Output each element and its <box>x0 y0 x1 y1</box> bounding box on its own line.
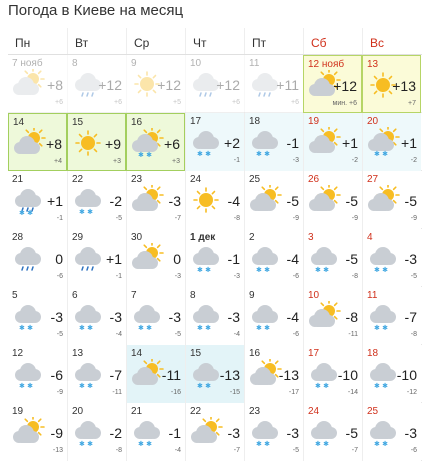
day-low-temp: -15 <box>229 389 240 396</box>
day-high-temp: -4 <box>227 193 240 209</box>
day-high-temp: -5 <box>345 425 358 441</box>
snow-cloud-icon <box>71 359 105 389</box>
day-date: 17 <box>308 348 320 359</box>
svg-text:✱ ✱: ✱ ✱ <box>315 440 329 447</box>
day-cell[interactable] <box>185 113 244 171</box>
day-cell[interactable] <box>244 171 303 229</box>
svg-text:✱ ✱: ✱ ✱ <box>197 324 211 331</box>
day-low-temp: -8 <box>351 273 358 280</box>
day-date: 17 <box>190 116 202 127</box>
svg-text:✱ ✱: ✱ ✱ <box>79 440 93 447</box>
day-date: 15 <box>190 348 202 359</box>
day-date: 6 <box>72 290 78 301</box>
day-cell[interactable] <box>244 113 303 171</box>
day-low-temp: +3 <box>113 158 121 165</box>
day-cell[interactable] <box>185 345 244 403</box>
svg-text:✱ ✱: ✱ ✱ <box>79 324 93 331</box>
day-cell[interactable] <box>126 55 185 113</box>
day-high-temp: -8 <box>345 309 358 325</box>
day-low-temp: -5 <box>174 331 181 338</box>
day-high-temp: -3 <box>109 309 122 325</box>
svg-text:✱ ✱: ✱ ✱ <box>374 440 388 447</box>
day-date: 12 <box>12 348 24 359</box>
calendar-week-row <box>8 113 422 171</box>
day-cell[interactable] <box>67 55 126 113</box>
day-cell[interactable] <box>362 171 421 229</box>
day-date: 13 <box>367 59 379 70</box>
day-date: 29 <box>72 232 84 243</box>
partly-cloudy-icon <box>366 185 400 215</box>
day-date: 10 <box>190 58 202 69</box>
day-high-temp: 0 <box>55 251 63 267</box>
day-high-temp: +1 <box>106 251 122 267</box>
day-cell[interactable] <box>303 113 362 171</box>
day-date: 8 <box>190 290 196 301</box>
day-high-temp: -11 <box>161 367 181 383</box>
day-date: 5 <box>12 290 18 301</box>
day-high-temp: -2 <box>109 425 122 441</box>
day-cell[interactable] <box>8 229 67 287</box>
day-cell[interactable] <box>8 345 67 403</box>
day-date: 18 <box>367 348 379 359</box>
day-high-temp: -3 <box>227 309 240 325</box>
day-cell[interactable] <box>67 345 126 403</box>
day-cell[interactable] <box>126 403 185 461</box>
day-low-temp: -16 <box>170 389 181 396</box>
day-high-temp: +12 <box>98 77 122 93</box>
day-high-temp: -3 <box>227 425 240 441</box>
snow-cloud-icon <box>248 127 282 157</box>
day-high-temp: -10 <box>396 367 417 383</box>
day-date: 26 <box>308 174 320 185</box>
day-high-temp: -6 <box>50 367 63 383</box>
day-low-temp: мин. +6 <box>332 100 357 107</box>
partly-cloudy-icon <box>307 185 341 215</box>
day-low-temp: -7 <box>233 447 240 454</box>
day-low-temp: -7 <box>351 447 358 454</box>
day-cell[interactable] <box>8 403 67 461</box>
day-high-temp: -7 <box>109 367 122 383</box>
day-high-temp: -3 <box>286 425 299 441</box>
partly-cloudy-icon <box>189 417 223 447</box>
day-date: 15 <box>72 117 84 128</box>
partly-cloudy-icon <box>248 185 282 215</box>
day-date: 18 <box>249 116 261 127</box>
day-high-temp: -1 <box>286 135 299 151</box>
partly-cloudy-icon <box>130 243 164 273</box>
snow-cloud-icon <box>71 417 105 447</box>
day-low-temp: -17 <box>288 389 299 396</box>
calendar-week-row <box>8 287 422 345</box>
day-low-temp: -9 <box>351 215 358 222</box>
day-cell[interactable] <box>362 55 421 113</box>
day-low-temp: -5 <box>410 273 417 280</box>
day-cell[interactable] <box>185 55 244 113</box>
day-high-temp: +12 <box>216 77 240 93</box>
day-cell[interactable] <box>362 287 421 345</box>
day-high-temp: -3 <box>168 309 181 325</box>
day-low-temp: -8 <box>233 215 240 222</box>
day-date: 3 <box>308 232 314 243</box>
partly-cloudy-icon <box>11 417 45 447</box>
day-low-temp: -3 <box>292 157 299 164</box>
day-high-temp: -4 <box>286 309 299 325</box>
snow-cloud-icon <box>307 243 341 273</box>
day-low-temp: -1 <box>56 215 63 222</box>
snow-cloud-icon <box>307 417 341 447</box>
day-low-temp: -11 <box>348 331 358 338</box>
svg-text:✱ ✱: ✱ ✱ <box>79 208 93 215</box>
day-date: 7 нояб <box>12 58 43 69</box>
day-date: 21 <box>131 406 143 417</box>
day-high-temp: -3 <box>404 251 417 267</box>
day-date: 16 <box>249 348 261 359</box>
day-high-temp: -3 <box>50 309 63 325</box>
day-high-temp: +1 <box>342 135 358 151</box>
day-low-temp: -1 <box>115 273 122 280</box>
day-cell[interactable] <box>244 229 303 287</box>
snow-cloud-icon <box>130 301 164 331</box>
day-high-temp: -9 <box>50 425 63 441</box>
day-high-temp: -2 <box>109 193 122 209</box>
day-high-temp: -1 <box>168 425 181 441</box>
day-low-temp: -8 <box>115 447 122 454</box>
partly-cloudy-icon <box>11 69 45 99</box>
day-cell[interactable] <box>67 287 126 345</box>
day-date: 27 <box>367 174 379 185</box>
calendar-week-row <box>8 171 422 229</box>
day-cell[interactable] <box>126 113 185 171</box>
day-date: 16 <box>131 117 143 128</box>
svg-text:✱ ✱: ✱ ✱ <box>138 151 152 158</box>
day-low-temp: +6 <box>232 99 240 106</box>
day-cell[interactable] <box>303 55 362 113</box>
day-date: 20 <box>367 116 379 127</box>
day-cell[interactable] <box>244 287 303 345</box>
day-cell[interactable] <box>303 345 362 403</box>
svg-text:✱ ✱: ✱ ✱ <box>256 324 270 331</box>
svg-text:✱ ✱: ✱ ✱ <box>374 324 388 331</box>
day-date: 1 дек <box>190 232 216 243</box>
svg-text:✱ ✱: ✱ ✱ <box>315 266 329 273</box>
day-low-temp: -7 <box>174 215 181 222</box>
day-cell[interactable] <box>362 113 421 171</box>
calendar-week-row <box>8 229 422 287</box>
day-date: 2 <box>249 232 255 243</box>
day-low-temp: +6 <box>114 99 122 106</box>
day-cell[interactable] <box>67 171 126 229</box>
day-cell[interactable] <box>8 113 67 171</box>
day-date: 21 <box>12 174 24 185</box>
day-low-temp: -2 <box>410 157 417 164</box>
day-low-temp: +3 <box>172 158 180 165</box>
day-high-temp: +1 <box>401 135 417 151</box>
day-cell[interactable] <box>67 403 126 461</box>
day-low-temp: -4 <box>233 331 240 338</box>
day-date: 24 <box>308 406 320 417</box>
snow-cloud-icon <box>366 301 400 331</box>
svg-text:✱ ✱: ✱ ✱ <box>374 266 388 273</box>
day-cell[interactable] <box>303 171 362 229</box>
day-low-temp: -6 <box>56 273 63 280</box>
snow-cloud-icon <box>130 417 164 447</box>
weekday-label: Чт <box>185 28 244 54</box>
day-date: 12 нояб <box>308 59 345 70</box>
day-cell[interactable] <box>303 229 362 287</box>
day-low-temp: -2 <box>351 157 358 164</box>
snow-cloud-icon <box>71 301 105 331</box>
day-cell[interactable] <box>8 287 67 345</box>
day-cell[interactable] <box>244 403 303 461</box>
month-calendar <box>8 28 422 461</box>
day-date: 8 <box>72 58 78 69</box>
svg-text:✱ ✱: ✱ ✱ <box>315 382 329 389</box>
snow-cloud-icon <box>71 185 105 215</box>
day-low-temp: -9 <box>410 215 417 222</box>
svg-text:✱ ✱: ✱ ✱ <box>197 150 211 157</box>
day-low-temp: -13 <box>52 447 63 454</box>
day-high-temp: -13 <box>278 367 299 383</box>
day-high-temp: -7 <box>404 309 417 325</box>
day-low-temp: -11 <box>112 389 122 396</box>
snow-cloud-icon <box>189 243 223 273</box>
day-date: 9 <box>249 290 255 301</box>
day-cell[interactable] <box>244 55 303 113</box>
day-date: 13 <box>72 348 84 359</box>
day-high-temp: +13 <box>392 78 416 94</box>
weekday-label: Пт <box>244 28 303 54</box>
svg-text:✱ ✱: ✱ ✱ <box>256 150 270 157</box>
snow-cloud-icon <box>366 243 400 273</box>
day-cell[interactable] <box>126 171 185 229</box>
day-low-temp: -1 <box>233 157 240 164</box>
rain-cloud-icon <box>71 243 105 273</box>
snow-cloud-icon <box>248 417 282 447</box>
day-low-temp: -4 <box>174 447 181 454</box>
day-high-temp: -10 <box>337 367 358 383</box>
day-low-temp: -6 <box>410 447 417 454</box>
svg-text:✱ ✱: ✱ ✱ <box>197 382 211 389</box>
day-date: 24 <box>190 174 202 185</box>
svg-text:✱ ✱: ✱ ✱ <box>374 150 388 157</box>
snow-cloud-icon <box>11 301 45 331</box>
snow-cloud-icon <box>307 359 341 389</box>
day-high-temp: +1 <box>47 193 63 209</box>
sun-icon <box>189 185 223 215</box>
day-high-temp: +9 <box>105 136 121 152</box>
day-date: 14 <box>13 117 25 128</box>
day-low-temp: -8 <box>410 331 417 338</box>
day-low-temp: -3 <box>233 273 240 280</box>
day-low-temp: -3 <box>174 273 181 280</box>
svg-text:✱ ✱: ✱ ✱ <box>138 324 152 331</box>
day-low-temp: +4 <box>54 158 62 165</box>
day-high-temp: -5 <box>345 193 358 209</box>
day-high-temp: -4 <box>286 251 299 267</box>
day-date: 9 <box>131 58 137 69</box>
day-date: 22 <box>72 174 84 185</box>
day-date: 4 <box>367 232 373 243</box>
day-high-temp: -3 <box>168 193 181 209</box>
svg-text:✱ ✱: ✱ ✱ <box>374 382 388 389</box>
day-cell[interactable] <box>303 287 362 345</box>
day-low-temp: +6 <box>55 99 63 106</box>
day-high-temp: -5 <box>404 193 417 209</box>
day-date: 23 <box>131 174 143 185</box>
rain-snow-cloud-icon <box>11 185 45 215</box>
day-cell[interactable] <box>8 171 67 229</box>
weekday-label: Вт <box>67 28 126 54</box>
snow-cloud-icon <box>366 359 400 389</box>
day-high-temp: 0 <box>173 251 181 267</box>
svg-text:✱ ✱: ✱ ✱ <box>19 209 33 215</box>
partly-cloudy-icon <box>307 127 341 157</box>
day-date: 10 <box>308 290 320 301</box>
day-high-temp: -13 <box>219 367 240 383</box>
day-cell[interactable] <box>362 229 421 287</box>
day-low-temp: -4 <box>115 331 122 338</box>
day-high-temp: +8 <box>46 136 62 152</box>
weekday-header <box>8 28 422 55</box>
day-cell[interactable] <box>303 403 362 461</box>
day-date: 19 <box>12 406 24 417</box>
svg-text:✱ ✱: ✱ ✱ <box>138 440 152 447</box>
day-date: 25 <box>249 174 261 185</box>
day-date: 23 <box>249 406 261 417</box>
day-cell[interactable] <box>126 287 185 345</box>
day-cell[interactable] <box>8 55 67 113</box>
svg-text:✱ ✱: ✱ ✱ <box>79 382 93 389</box>
day-low-temp: -14 <box>347 389 358 396</box>
day-high-temp: +11 <box>276 77 299 93</box>
weekday-label: Ср <box>126 28 185 54</box>
day-date: 25 <box>367 406 379 417</box>
day-low-temp: -12 <box>406 389 417 396</box>
partly-cloudy-snow-icon <box>130 128 164 158</box>
day-low-temp: -9 <box>292 215 299 222</box>
day-date: 30 <box>131 232 143 243</box>
day-cell[interactable] <box>362 345 421 403</box>
snow-cloud-icon <box>189 127 223 157</box>
day-cell[interactable] <box>244 345 303 403</box>
svg-text:✱ ✱: ✱ ✱ <box>256 266 270 273</box>
day-low-temp: -5 <box>292 447 299 454</box>
day-cell[interactable] <box>126 229 185 287</box>
snow-cloud-icon <box>248 243 282 273</box>
day-date: 11 <box>249 58 260 69</box>
page-title: Погода в Киеве на месяц <box>8 2 184 19</box>
calendar-week-row <box>8 55 422 113</box>
day-cell[interactable] <box>185 403 244 461</box>
day-date: 28 <box>12 232 24 243</box>
day-high-temp: -5 <box>345 251 358 267</box>
svg-text:✱ ✱: ✱ ✱ <box>197 266 211 273</box>
day-high-temp: +8 <box>47 77 63 93</box>
svg-text:✱ ✱: ✱ ✱ <box>19 382 33 389</box>
snow-cloud-icon <box>189 359 223 389</box>
partly-cloudy-icon <box>307 301 341 331</box>
day-date: 14 <box>131 348 143 359</box>
day-cell[interactable] <box>126 345 185 403</box>
partly-cloudy-icon <box>130 185 164 215</box>
calendar-weeks <box>8 55 422 461</box>
day-low-temp: +6 <box>291 99 299 106</box>
day-high-temp: -1 <box>227 251 240 267</box>
day-cell[interactable] <box>185 229 244 287</box>
day-cell[interactable] <box>67 113 126 171</box>
day-low-temp: -6 <box>292 331 299 338</box>
day-date: 22 <box>190 406 202 417</box>
day-high-temp: +12 <box>157 77 181 93</box>
calendar-week-row <box>8 345 422 403</box>
snow-cloud-icon <box>189 301 223 331</box>
day-high-temp: +2 <box>224 135 240 151</box>
day-cell[interactable] <box>185 171 244 229</box>
svg-text:✱ ✱: ✱ ✱ <box>256 440 270 447</box>
day-cell[interactable] <box>362 403 421 461</box>
weekday-label: Сб <box>303 28 362 54</box>
snow-cloud-icon <box>11 359 45 389</box>
day-cell[interactable] <box>185 287 244 345</box>
weekday-label: Пн <box>15 36 31 50</box>
calendar-week-row <box>8 403 422 461</box>
partly-cloudy-icon <box>12 128 46 158</box>
day-date: 7 <box>131 290 137 301</box>
snow-cloud-icon <box>366 417 400 447</box>
day-low-temp: +5 <box>173 99 181 106</box>
partly-cloudy-icon <box>130 359 164 389</box>
sun-icon <box>71 128 105 158</box>
day-high-temp: +6 <box>164 136 180 152</box>
day-high-temp: -3 <box>404 425 417 441</box>
day-high-temp: +12 <box>333 78 357 94</box>
day-cell[interactable] <box>67 229 126 287</box>
day-low-temp: -9 <box>56 389 63 396</box>
day-low-temp: -5 <box>115 215 122 222</box>
weekday-label: Вс <box>362 28 421 54</box>
day-date: 11 <box>367 290 378 301</box>
partly-cloudy-icon <box>248 359 282 389</box>
day-low-temp: +7 <box>408 100 416 107</box>
partly-cloudy-snow-icon <box>366 127 400 157</box>
day-date: 20 <box>72 406 84 417</box>
svg-text:✱ ✱: ✱ ✱ <box>19 324 33 331</box>
day-low-temp: -6 <box>292 273 299 280</box>
day-high-temp: -5 <box>286 193 299 209</box>
rain-cloud-icon <box>11 243 45 273</box>
snow-cloud-icon <box>248 301 282 331</box>
day-low-temp: -5 <box>56 331 63 338</box>
day-date: 19 <box>308 116 320 127</box>
